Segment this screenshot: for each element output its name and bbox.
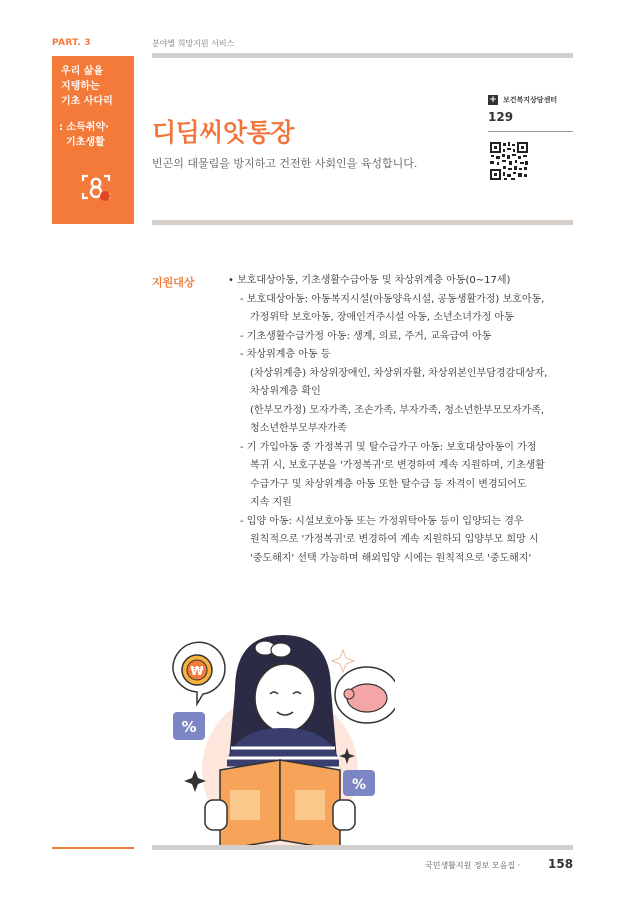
contact-center-label: 보건복지상담센터 xyxy=(503,96,558,104)
qr-code-icon[interactable] xyxy=(489,141,529,181)
side-panel-line: 기초 사다리 xyxy=(61,96,113,107)
page-title: 디딤씨앗통장 xyxy=(152,118,294,147)
side-panel-line: 지탱하는 xyxy=(61,81,100,92)
list-item: (차상위계층) 차상위장애인, 차상위자활, 차상위본인부담경감대상자, xyxy=(250,367,548,379)
svg-text:%: % xyxy=(181,718,197,736)
part-label: PART. 3 xyxy=(52,38,91,48)
footer-text: 국민생활지원 정보 모음집 · xyxy=(425,861,521,870)
list-item: - 차상위계층 아동 등 xyxy=(240,349,331,360)
side-panel-line: : 소득취약· xyxy=(59,122,109,133)
girl-reading-illustration xyxy=(165,620,395,845)
page-subtitle: 빈곤의 대물림을 방지하고 건전한 사회인을 육성합니다. xyxy=(152,157,418,170)
plus-icon: + xyxy=(489,95,497,105)
list-item: 원칙적으로 '가정복귀'로 변경하여 계속 지원하되 입양부모 희망 시 xyxy=(250,534,539,545)
list-item: (한부모가정) 모자가족, 조손가족, 부자가족, 청소년한부모모자가족, xyxy=(250,404,545,416)
number-8-icon xyxy=(79,172,113,202)
list-item: 청소년한부모부자가족 xyxy=(250,423,347,434)
footer-accent-line xyxy=(52,847,134,849)
middle-divider xyxy=(152,220,573,225)
list-item: 차상위계층 확인 xyxy=(250,386,321,397)
list-item: 지속 지원 xyxy=(250,497,292,508)
section-name: 분야별 희망지원 서비스 xyxy=(152,39,235,48)
page-number: 158 xyxy=(548,857,574,871)
list-item: - 보호대상아동: 아동복지시설(아동양육시설, 공동생활가정) 보호아동, xyxy=(240,293,545,305)
list-item: • 보호대상아동, 기초생활수급아동 및 차상위계층 아동(0~17세) xyxy=(228,275,511,286)
list-item: - 입양 아동: 시설보호아동 또는 가정위탁아동 등이 입양되는 경우 xyxy=(240,515,524,527)
side-panel-line: 우리 삶을 xyxy=(61,66,104,77)
top-divider xyxy=(152,53,573,58)
section-label: 지원대상 xyxy=(152,276,195,289)
svg-text:₩: ₩ xyxy=(190,664,204,678)
contact-divider xyxy=(488,131,573,132)
list-item: 복귀 시, 보호구분을 '가정복귀'로 변경하여 계속 지원하며, 기초생활 xyxy=(250,460,545,471)
contact-phone: 129 xyxy=(488,110,514,124)
list-item: 수급가구 및 차상위계층 아동 또한 탈수급 등 자격이 변경되어도 xyxy=(250,478,527,490)
side-panel-line: 기초생활 xyxy=(66,137,105,148)
list-item: 가정위탁 보호아동, 장애인거주시설 아동, 소년소녀가정 아동 xyxy=(250,312,514,323)
side-panel xyxy=(52,56,134,224)
eligibility-content xyxy=(228,272,578,568)
list-item: - 기 가입아동 중 가정복귀 및 탈수급가구 아동: 보호대상아동이 가정 xyxy=(240,441,537,453)
svg-text:%: % xyxy=(351,777,367,793)
list-item: - 기초생활수급가정 아동: 생계, 의료, 주거, 교육급여 아동 xyxy=(240,330,492,342)
bottom-divider xyxy=(152,845,573,850)
list-item: '중도해지' 선택 가능하며 해외입양 시에는 원칙적으로 '중도해지' xyxy=(250,552,532,564)
